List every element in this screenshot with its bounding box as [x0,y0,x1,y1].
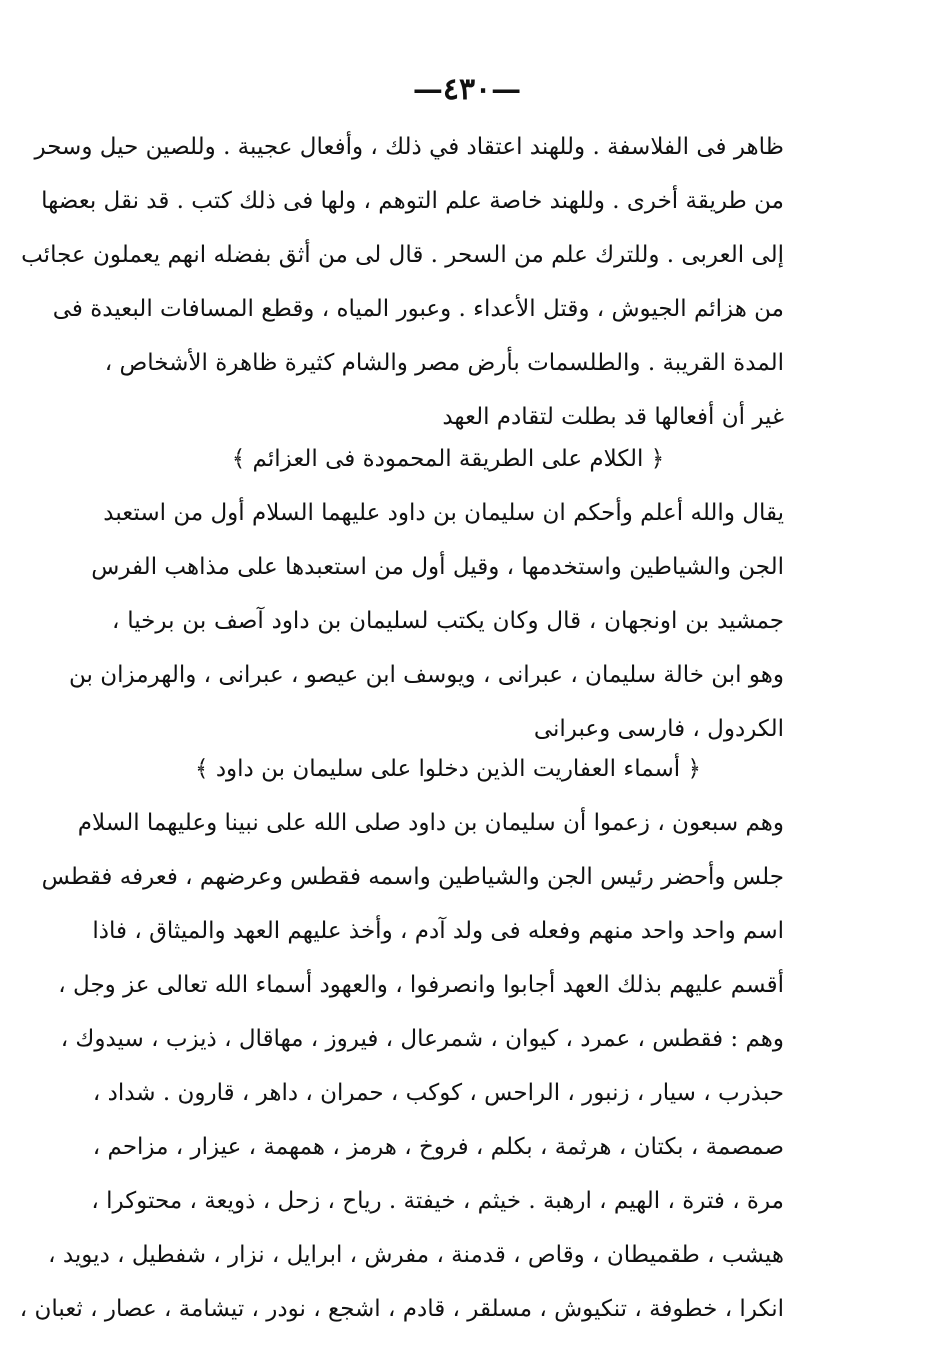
text-line: هيشب ، طقميطان ، وقاص ، قدمنة ، مفرش ، ابرايل ، نزار ، شفطيل ، ديويد ، [48,1242,784,1268]
text-line: مرة ، فترة ، الهيم ، ارهبة . خيثم ، خيفتة . رياح ، زحل ، ذويعة ، محتوكرا ، [91,1188,784,1214]
text-line: وهم سبعون ، زعموا أن سليمان بن داود صلى الله على نبينا وعليهما السلام [77,810,784,836]
paragraph-solomon-jinn [69,486,784,756]
text-line: الكردول ، فارسى وعبرانى [533,716,784,742]
text-line: وهو ابن خالة سليمان ، عبرانى ، ويوسف ابن عيصو ، عبرانى ، والهرمزان بن [69,662,784,688]
text-line: أقسم عليهم بذلك العهد أجابوا وانصرفوا ، والعهود أسماء الله تعالى عز وجل ، [58,972,784,998]
text-line: جلس وأحضر رئيس الجن والشياطين واسمه فقطس وعرضهم ، فعرفه فقطس [41,864,784,890]
text-line: حبذرب ، سيار ، زنبور ، الراحس ، كوكب ، حمران ، داهر ، قارون . شداد ، [92,1080,784,1106]
text-line: من طريقة أخرى . وللهند خاصة علم التوهم ، ولها فى ذلك كتب . قد نقل بعضها [41,188,784,214]
section-heading-praised-method [112,432,784,486]
text-line: يقال والله أعلم وأحكم ان سليمان بن داود عليهما السلام أول من استعبد [103,500,784,526]
text-line: المدة القريبة . والطلسمات بأرض مصر والشام كثيرة ظاهرة الأشخاص ، [104,350,784,376]
text-line: جمشيد بن اونجهان ، قال وكان يكتب لسليمان بن داود آصف بن برخيا ، [112,608,784,634]
page-number: —٤٣٠— [412,72,522,107]
text-line: الجن والشياطين واستخدمها ، وقيل أول من استعبدها على مذاهب الفرس [91,554,784,580]
text-line: انكرا ، خطوفة ، تنكيوش ، مسلقر ، قادم ، اشجع ، نودر ، تيشامة ، عصار ، ثعبان ، [19,1296,784,1322]
text-line: وهم : فقطس ، عمرد ، كيوان ، شمرعال ، فيروز ، مهاقال ، ذيزب ، سيدوك ، [60,1026,784,1052]
paragraph-afarit-list [19,796,784,1336]
text-line: ظاهر فى الفلاسفة . وللهند اعتقاد في ذلك ، وأفعال عجيبة . وللصين حيل وسحر [34,134,784,160]
paragraph-sorcery-nations [21,120,784,444]
text-line: إلى العربى . وللترك علم من السحر . قال لى من أثق بفضله انهم يعملون عجائب [21,242,784,268]
heading-text: ﴿ الكلام على الطريقة المحمودة فى العزائم ﴾ [231,446,665,472]
section-heading-afarit-names [112,742,784,796]
text-line: اسم واحد واحد منهم وفعله فى ولد آدم ، وأخذ عليهم العهد والميثاق ، فاذا [92,918,784,944]
text-line: من هزائم الجيوش ، وقتل الأعداء . وعبور المياه ، وقطع المسافات البعيدة فى [52,296,784,322]
text-line: غير أن أفعالها قد بطلت لتقادم العهد [442,404,784,430]
heading-text: ﴿ أسماء العفاريت الذين دخلوا على سليمان بن داود ﴾ [195,756,701,782]
text-line: صمصمة ، بكتان ، هرثمة ، بكلم ، فروخ ، هرمز ، همهمة ، عيزار ، مزاحم ، [92,1134,784,1160]
